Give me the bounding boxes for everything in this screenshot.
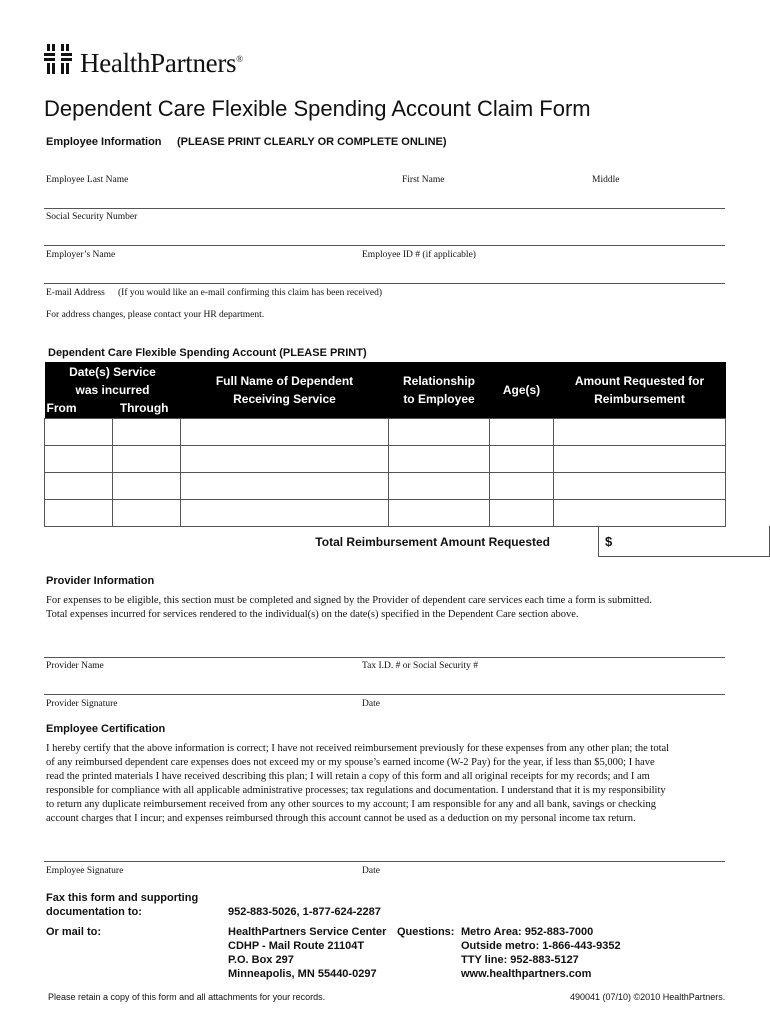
dependent-name-cell[interactable] (181, 472, 389, 499)
fax-label-line2: documentation to: (46, 906, 142, 918)
website-link[interactable]: www.healthpartners.com (461, 968, 592, 980)
mail-label: Or mail to: (46, 926, 102, 938)
employer-field-line[interactable] (44, 283, 725, 284)
address-line: CDHP - Mail Route 21104T (228, 940, 365, 952)
ssn-field-line[interactable] (44, 245, 725, 246)
claim-table (44, 362, 726, 527)
certification-line: to return any duplicate reimbursement received from any other sources to my account; I am responsible for any and all bank, savings or checking (46, 799, 656, 810)
age-header: Age(s) (490, 362, 554, 418)
dates-header-line1: Date(s) Service (69, 364, 156, 379)
questions-line: Metro Area: 952-883-7000 (461, 926, 594, 938)
dependent-care-heading: Dependent Care Flexible Spending Account (PLEASE PRINT) (48, 347, 367, 359)
amount-cell[interactable] (554, 445, 726, 472)
relationship-cell[interactable] (389, 472, 490, 499)
relationship-cell[interactable] (389, 418, 490, 445)
employer-name-label: Employer’s Name (46, 250, 116, 260)
through-date-cell[interactable] (113, 445, 181, 472)
relationship-cell[interactable] (389, 445, 490, 472)
questions-line: TTY line: 952-883-5127 (461, 954, 579, 966)
email-note: (If you would like an e-mail confirming this claim has been received) (118, 288, 383, 298)
from-date-cell[interactable] (45, 418, 113, 445)
employee-last-name-label: Employee Last Name (46, 175, 129, 185)
total-row (44, 526, 725, 557)
certification-line: I hereby certify that the above information is correct; I have not received reimbursement previously for these expenses from any other plan; the total (46, 743, 670, 754)
fax-label-line1: Fax this form and supporting (46, 892, 199, 904)
address-change-note: For address changes, please contact your HR department. (46, 310, 265, 320)
amount-cell[interactable] (554, 499, 726, 526)
name-field-line[interactable] (44, 208, 725, 209)
relationship-header-line2: to Employee (403, 391, 475, 406)
certification-line: account charges that I incur; and expenses reimbursed through this account cannot be used as a deduction on my personal income tax return. (46, 813, 636, 824)
from-header: From (46, 400, 77, 415)
employee-signature-line[interactable] (44, 861, 725, 862)
total-amount-field[interactable] (598, 526, 770, 557)
employee-id-label: Employee ID # (if applicable) (362, 250, 476, 260)
table-row (45, 445, 726, 472)
employee-info-heading: Employee Information (46, 136, 162, 148)
from-date-cell[interactable] (45, 499, 113, 526)
logo-wordmark (80, 48, 243, 79)
amount-header-line2: Reimbursement (594, 391, 685, 406)
fax-label (46, 891, 198, 919)
age-cell[interactable] (490, 472, 554, 499)
email-label: E-mail Address (46, 288, 105, 298)
table-row (45, 418, 726, 445)
amount-cell[interactable] (554, 472, 726, 499)
relationship-cell[interactable] (389, 499, 490, 526)
mailing-address (228, 925, 386, 981)
age-cell[interactable] (490, 499, 554, 526)
relationship-header (389, 362, 490, 418)
amount-header-line1: Amount Requested for (574, 373, 705, 388)
dates-column-header (45, 362, 181, 418)
provider-name-line[interactable] (44, 694, 725, 695)
address-line: Minneapolis, MN 55440-0297 (228, 968, 377, 980)
employee-date-label: Date (362, 866, 380, 876)
employee-info-instruction: (PLEASE PRINT CLEARLY OR COMPLETE ONLINE) (177, 136, 447, 148)
footer-retain-note: Please retain a copy of this form and all attachments for your records. (48, 992, 326, 1002)
from-date-cell[interactable] (45, 472, 113, 499)
total-reimbursement-label: Total Reimbursement Amount Requested (315, 535, 550, 549)
certification-line: of any reimbursed dependent care expenses does not exceed my or my spouse’s earned income (W-2 Pay) for the year, if less than $5,000; I have (46, 757, 655, 768)
through-date-cell[interactable] (113, 472, 181, 499)
dependent-name-header-line1: Full Name of Dependent (215, 373, 354, 388)
certification-line: read the printed materials I have received describing this plan; I will retain a copy of this form and all original receipts for my records; and I am (46, 771, 650, 782)
relationship-header-line1: Relationship (402, 373, 475, 388)
provider-info-heading: Provider Information (46, 575, 155, 587)
dependent-name-cell[interactable] (181, 499, 389, 526)
dependent-name-header (181, 362, 389, 418)
footer-form-number: 490041 (07/10) ©2010 HealthPartners. (570, 992, 726, 1002)
certification-heading: Employee Certification (46, 723, 166, 735)
through-date-cell[interactable] (113, 499, 181, 526)
provider-signature-label: Provider Signature (46, 699, 118, 709)
logo-reg-mark: ® (236, 54, 243, 64)
address-line: P.O. Box 297 (228, 954, 294, 966)
ssn-label: Social Security Number (46, 212, 138, 222)
dependent-name-cell[interactable] (181, 418, 389, 445)
questions-contacts (461, 925, 621, 981)
address-line: HealthPartners Service Center (228, 926, 387, 938)
healthpartners-logo-icon (44, 44, 72, 74)
dependent-name-header-line2: Receiving Service (233, 391, 336, 406)
table-row (45, 472, 726, 499)
tax-id-label: Tax I.D. # or Social Security # (362, 661, 478, 671)
provider-instructions-line1: For expenses to be eligible, this section must be completed and signed by the Provider of dependent care services each time a form is submitted. (46, 595, 652, 606)
age-cell[interactable] (490, 445, 554, 472)
provider-info-top-line (44, 657, 725, 658)
employee-signature-label: Employee Signature (46, 866, 124, 876)
provider-name-label: Provider Name (46, 661, 104, 671)
middle-label: Middle (592, 175, 620, 185)
form-title: Dependent Care Flexible Spending Account Claim Form (44, 96, 591, 121)
amount-header (554, 362, 726, 418)
first-name-label: First Name (402, 175, 445, 185)
dependent-name-cell[interactable] (181, 445, 389, 472)
amount-cell[interactable] (554, 418, 726, 445)
from-date-cell[interactable] (45, 445, 113, 472)
logo-name: HealthPartners (80, 48, 237, 78)
certification-text (46, 742, 736, 826)
provider-date-label: Date (362, 699, 380, 709)
age-cell[interactable] (490, 418, 554, 445)
fax-numbers: 952-883-5026, 1-877-624-2287 (228, 906, 381, 918)
provider-instructions-line2: Total expenses incurred for services rendered to the individual(s) on the date(s) specified in the Dependent Care section above. (46, 609, 579, 620)
questions-line: Outside metro: 1-866-443-9352 (461, 940, 621, 952)
certification-line: responsible for compliance with all applicable administrative processes; tax regulations and documentation. I understand that it is my responsibility (46, 785, 666, 796)
table-row (45, 499, 726, 526)
questions-label: Questions: (397, 926, 455, 938)
dates-header-line2: was incurred (75, 382, 150, 397)
through-date-cell[interactable] (113, 418, 181, 445)
dollar-sign: $ (605, 534, 613, 549)
through-header: Through (119, 400, 169, 415)
